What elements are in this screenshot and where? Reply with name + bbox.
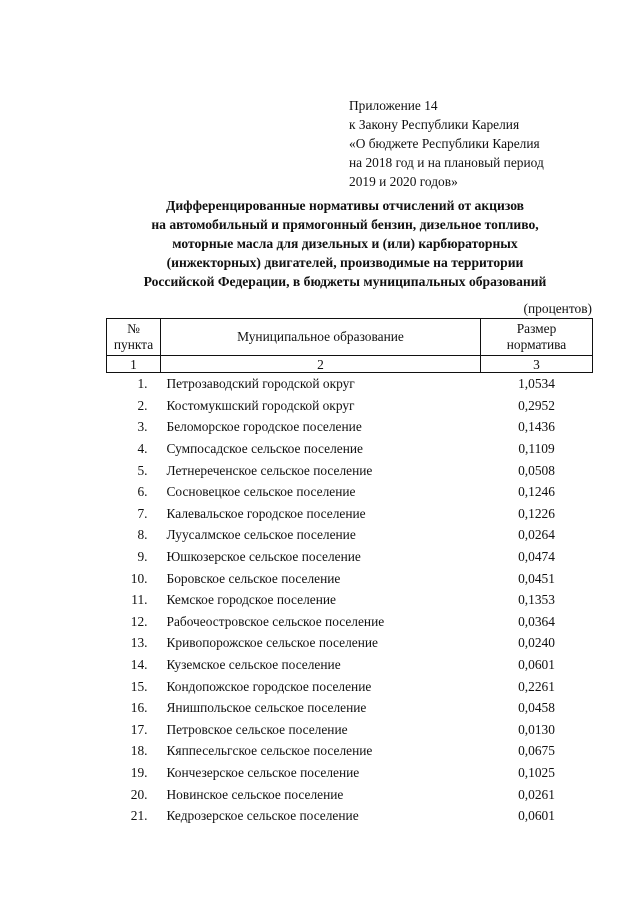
row-number: 3. [137, 419, 148, 435]
header-size-line1: Размер [516, 321, 557, 336]
municipality-name: Сумпосадское сельское поселение [166, 441, 363, 457]
municipality-name: Кяппесельгское сельское поселение [166, 743, 373, 759]
column-number: 1 [107, 356, 161, 373]
column-number-row [107, 356, 593, 373]
row-number: 7. [137, 505, 148, 521]
table-row [107, 546, 593, 568]
table-row [107, 524, 593, 546]
municipality-name: Кемское городское поселение [166, 592, 336, 608]
title-line: Российской Федерации, в бюджеты муниципальных образований [143, 274, 547, 289]
row-number: 2. [137, 397, 148, 413]
norm-value: 0,1436 [518, 419, 555, 435]
title-line: Дифференцированные нормативы отчислений от акцизов [166, 198, 524, 213]
row-number: 12. [130, 613, 148, 629]
row-number: 6. [137, 484, 148, 500]
row-number: 14. [130, 657, 148, 673]
row-number: 4. [137, 441, 148, 457]
norm-value: 0,0264 [518, 527, 555, 543]
table-row [107, 481, 593, 503]
column-number: 2 [161, 356, 481, 373]
norm-value: 0,1246 [518, 484, 555, 500]
header-number [107, 319, 161, 356]
appendix-line: Приложение 14 [349, 98, 438, 113]
table-row [107, 805, 593, 827]
row-number: 8. [137, 527, 148, 543]
municipality-name: Куземское сельское поселение [166, 657, 341, 673]
table-row [107, 783, 593, 805]
row-number: 10. [130, 570, 148, 586]
norm-value: 0,2952 [518, 397, 555, 413]
norm-value: 0,0601 [518, 808, 555, 824]
municipality-name: Кончезерское сельское поселение [166, 764, 360, 780]
municipality-name: Петровское сельское поселение [166, 721, 348, 737]
column-number: 3 [481, 356, 593, 373]
municipality-name: Янишпольское сельское поселение [166, 700, 367, 716]
appendix-line: 2019 и 2020 годов» [349, 174, 458, 189]
norm-value: 0,1353 [518, 592, 555, 608]
municipality-name: Кондопожское городское поселение [166, 678, 372, 694]
norm-value: 0,0458 [518, 700, 555, 716]
table-row [107, 567, 593, 589]
table-row [107, 697, 593, 719]
row-number: 9. [137, 549, 148, 565]
row-number: 5. [137, 462, 148, 478]
norm-value: 0,2261 [518, 678, 555, 694]
table-row [107, 503, 593, 525]
norm-value: 0,0601 [518, 657, 555, 673]
table-row [107, 632, 593, 654]
norm-value: 0,0675 [518, 743, 555, 759]
table-row [107, 589, 593, 611]
document-title [100, 196, 590, 291]
appendix-header [349, 96, 609, 191]
table-row [107, 373, 593, 395]
norm-value: 0,0240 [518, 635, 555, 651]
table-header [107, 319, 593, 373]
municipality-name: Беломорское городское поселение [166, 419, 362, 435]
municipality-name: Кривопорожское сельское поселение [166, 635, 378, 651]
appendix-line: к Закону Республики Карелия [349, 117, 520, 132]
row-number: 13. [130, 635, 148, 651]
norm-value: 0,1109 [518, 441, 555, 457]
municipality-name: Сосновецкое сельское поселение [166, 484, 356, 500]
table-row [107, 611, 593, 633]
unit-label: (процентов) [523, 301, 592, 316]
table-row [107, 740, 593, 762]
municipality-name: Петрозаводский городской округ [166, 376, 355, 392]
header-number-line1: № [127, 321, 140, 336]
norm-value: 1,0534 [518, 376, 555, 392]
header-size [481, 319, 593, 356]
header-size-line2: норматива [506, 337, 567, 352]
header-municipality: Муниципальное образование [161, 319, 481, 356]
row-number: 11. [131, 592, 148, 608]
header-row [107, 319, 593, 356]
table-body [107, 373, 593, 827]
table-row [107, 438, 593, 460]
row-number: 20. [130, 786, 148, 802]
norm-value: 0,0364 [518, 613, 555, 629]
norm-value: 0,0508 [518, 462, 555, 478]
norm-value: 0,0261 [518, 786, 555, 802]
norm-value: 0,0130 [518, 721, 555, 737]
appendix-line: «О бюджете Республики Карелия [349, 136, 540, 151]
municipality-name: Рабочеостровское сельское поселение [166, 613, 385, 629]
municipality-name: Кедрозерское сельское поселение [166, 808, 359, 824]
municipality-name: Луусалмское сельское поселение [166, 527, 356, 543]
table-row [107, 459, 593, 481]
title-line: моторные масла для дизельных и (или) карбюраторных [172, 236, 518, 251]
row-number: 16. [130, 700, 148, 716]
table-row [107, 719, 593, 741]
title-line: (инжекторных) двигателей, производимые на территории [166, 255, 524, 270]
table-row [107, 675, 593, 697]
row-number: 1. [137, 376, 148, 392]
row-number: 17. [130, 721, 148, 737]
row-number: 15. [130, 678, 148, 694]
row-number: 18. [130, 743, 148, 759]
municipality-name: Летнереченское сельское поселение [166, 462, 373, 478]
municipality-name: Калевальское городское поселение [166, 505, 366, 521]
header-number-line2: пункта [113, 337, 154, 352]
norms-table [106, 318, 593, 826]
appendix-line: на 2018 год и на плановый период [349, 155, 544, 170]
municipality-name: Боровское сельское поселение [166, 570, 341, 586]
norm-value: 0,1226 [518, 505, 555, 521]
municipality-name: Костомукшский городской округ [166, 397, 355, 413]
table-row [107, 416, 593, 438]
row-number: 21. [130, 808, 148, 824]
norm-value: 0,1025 [518, 764, 555, 780]
norm-value: 0,0474 [518, 549, 555, 565]
title-line: на автомобильный и прямогонный бензин, дизельное топливо, [151, 217, 539, 232]
table-row [107, 762, 593, 784]
municipality-name: Юшкозерское сельское поселение [166, 549, 361, 565]
municipality-name: Новинское сельское поселение [166, 786, 344, 802]
table-row [107, 654, 593, 676]
norm-value: 0,0451 [518, 570, 555, 586]
table-row [107, 395, 593, 417]
row-number: 19. [130, 764, 148, 780]
